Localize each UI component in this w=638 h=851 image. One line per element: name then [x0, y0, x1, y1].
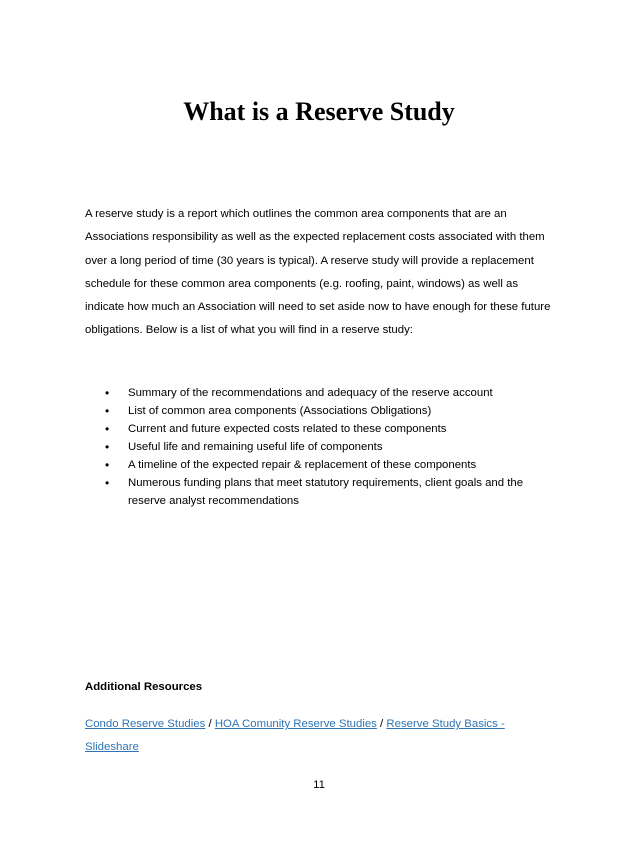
reserve-study-basics-slideshare-link[interactable]: Reserve Study Basics - Slideshare: [85, 718, 505, 754]
bullet-icon: •: [105, 386, 110, 400]
intro-paragraph: A reserve study is a report which outlines the common area components that are an Associations responsibility as well as the expected replacement costs associated with them over a long period of time (30 years is typical). A reserve study will provide a replacement schedule for these common area components (e.g. roofing, paint, windows) as well as indicate how much an Association will need to set aside now to have enough for these future obligations. Below is a list of what you will find in a reserve study:: [85, 208, 551, 337]
list-item-text: Numerous funding plans that meet statutory requirements, client goals and the reserve analyst recommendations: [128, 477, 524, 507]
list-item-text: Useful life and remaining useful life of components: [128, 441, 383, 453]
list-item-text: Current and future expected costs related to these components: [128, 423, 447, 435]
list-item-text: Summary of the recommendations and adequacy of the reserve account: [128, 387, 493, 399]
reserve-study-contents-list: [85, 384, 555, 510]
list-item: [85, 456, 555, 474]
bullet-icon: •: [105, 422, 110, 436]
bullet-icon: •: [105, 458, 110, 472]
bullet-icon: •: [105, 404, 110, 418]
resources-heading: Additional Resources: [85, 681, 203, 693]
list-item: [85, 384, 555, 402]
link-separator: /: [205, 718, 215, 730]
list-item: [85, 474, 555, 510]
bullet-icon: •: [105, 476, 110, 490]
hoa-community-reserve-studies-link[interactable]: HOA Comunity Reserve Studies: [214, 718, 377, 730]
list-item: [85, 402, 555, 420]
list-item: [85, 420, 555, 438]
list-item-text: List of common area components (Associations Obligations): [128, 405, 432, 417]
list-item-text: A timeline of the expected repair & replacement of these components: [128, 459, 477, 471]
link-separator: /: [376, 718, 387, 730]
condo-reserve-studies-link[interactable]: Condo Reserve Studies: [85, 718, 206, 730]
page-number: 11: [313, 779, 325, 791]
bullet-icon: •: [105, 440, 110, 454]
page-title: What is a Reserve Study: [183, 97, 455, 126]
resources-links: [85, 713, 555, 760]
list-item: [85, 438, 555, 456]
